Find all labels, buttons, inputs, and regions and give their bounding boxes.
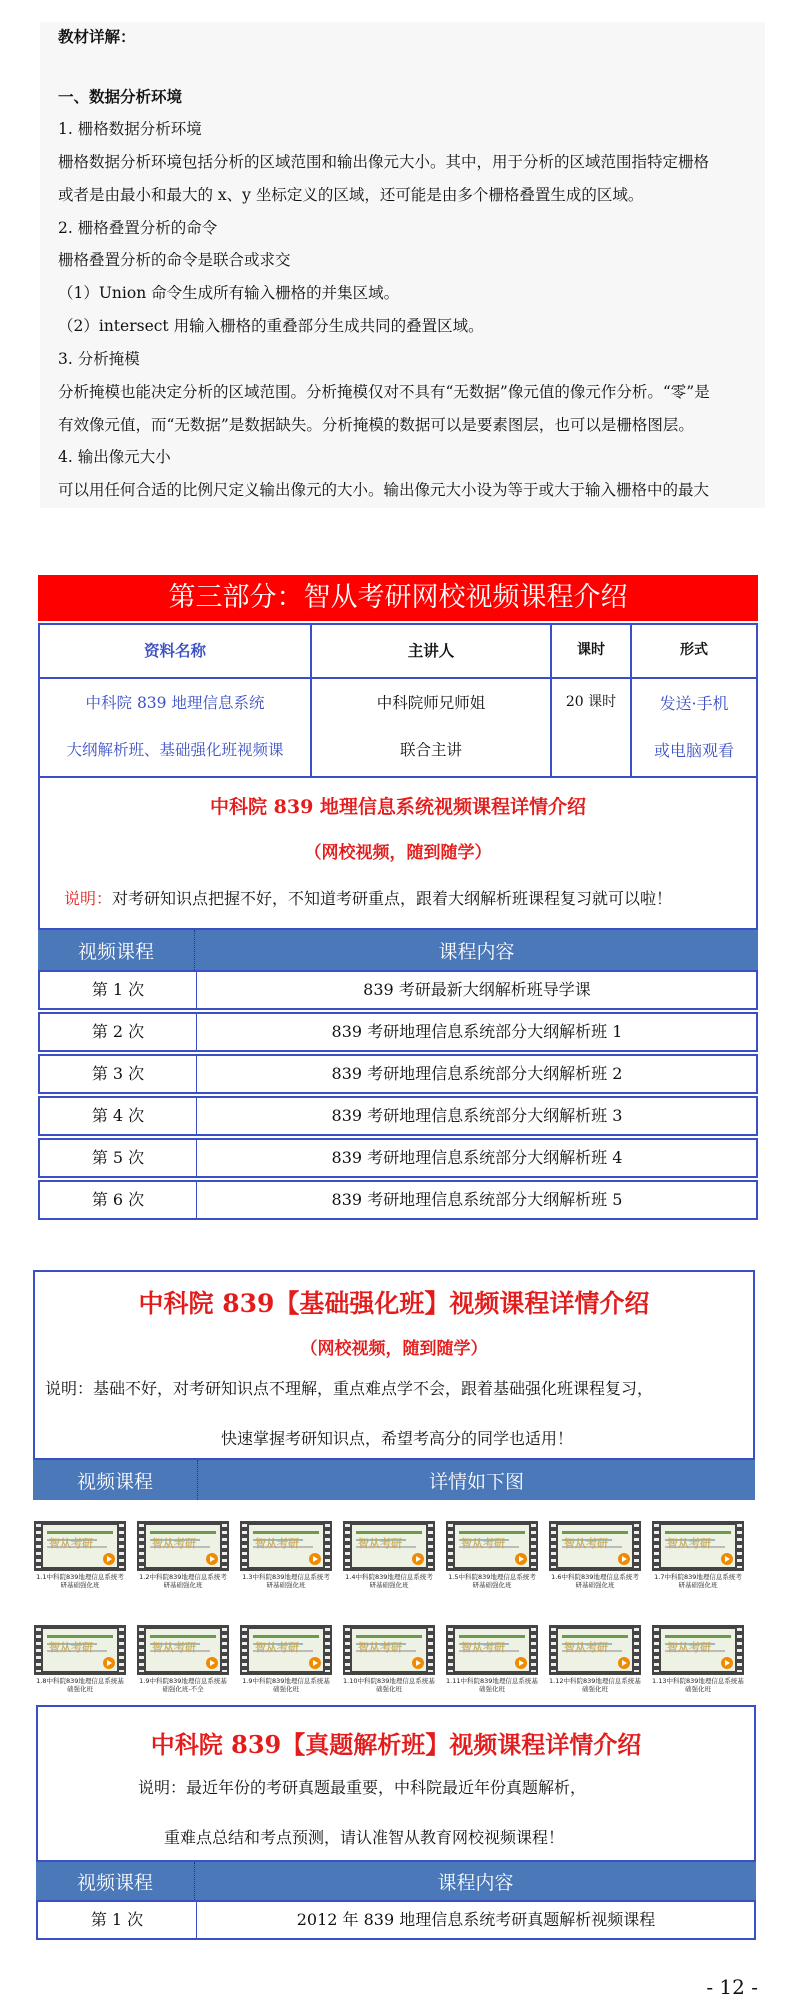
foundation-course-box <box>33 1270 755 1460</box>
watermark: 智从考研 <box>152 1537 196 1550</box>
exam-course-title: 中科院 839【真题解析班】视频课程详情介绍 <box>150 1730 642 1759</box>
text-line: （2）intersect 用输入栅格的重叠部分生成共同的叠置区域。 <box>58 317 484 335</box>
text-line: 栅格数据分析环境包括分析的区域范围和输出像元大小。其中，用于分析的区域范围指特定栅格 <box>58 153 710 171</box>
hours-value: 20 课时 <box>565 694 617 710</box>
row-number: 第 1 次 <box>40 972 197 1008</box>
text-line: 3. 分析掩模 <box>58 350 140 368</box>
lecturer-line1: 中科院师兄师姐 <box>376 694 486 712</box>
film-frame-icon <box>137 1625 229 1675</box>
thumbnail-caption: 1.13中科院839地理信息系统基础强化班 <box>652 1677 744 1693</box>
film-frame-icon <box>343 1521 435 1571</box>
video-thumbnail[interactable] <box>137 1625 229 1693</box>
note-text: 对考研知识点把握不好，不知道考研重点，跟着大纲解析班课程复习就可以啦！ <box>112 889 673 908</box>
play-icon[interactable] <box>721 1657 733 1669</box>
video-thumbnail[interactable] <box>137 1521 229 1589</box>
watermark: 智从考研 <box>564 1641 608 1654</box>
material-name-line1: 中科院 839 地理信息系统 <box>85 694 265 712</box>
watermark: 智从考研 <box>152 1641 196 1654</box>
col-course-content: 课程内容 <box>438 941 515 963</box>
row-number: 第 3 次 <box>40 1056 197 1092</box>
thumbnail-caption: 1.3中科院839地理信息系统考研基础强化班 <box>242 1573 330 1589</box>
textbook-section <box>40 22 765 508</box>
header-hours: 课时 <box>577 642 605 658</box>
video-thumbnail[interactable] <box>549 1625 641 1693</box>
watermark: 智从考研 <box>667 1641 711 1654</box>
play-icon[interactable] <box>412 1657 424 1669</box>
watermark: 智从考研 <box>49 1537 93 1550</box>
row-content: 839 考研地理信息系统部分大纲解析班 1 <box>331 1022 623 1041</box>
play-icon[interactable] <box>206 1553 218 1565</box>
video-thumbnails-row1 <box>34 1521 756 1601</box>
film-frame-icon <box>137 1521 229 1571</box>
material-name-line2: 大纲解析班、基础强化班视频课 <box>66 741 284 759</box>
thumbnail-caption: 1.4中科院839地理信息系统考研基础强化班 <box>345 1573 433 1589</box>
table-row <box>36 1900 756 1940</box>
thumbnail-caption: 1.2中科院839地理信息系统考研基础强化班 <box>139 1573 227 1589</box>
video-thumbnail[interactable] <box>343 1521 435 1589</box>
outline-table-header <box>38 930 758 970</box>
text-line: 或者是由最小和最大的 x、y 坐标定义的区域，还可能是由多个栅格叠置生成的区域。 <box>58 186 644 204</box>
row-content: 2012 年 839 地理信息系统考研真题解析视频课程 <box>296 1910 656 1929</box>
overview-table <box>38 623 758 778</box>
thumbnail-caption: 1.10中科院839地理信息系统基础强化班 <box>343 1677 435 1693</box>
exam-note-line2: 重难点总结和考点预测，请认准智从教育网校视频课程！ <box>164 1828 565 1847</box>
film-frame-icon <box>343 1625 435 1675</box>
video-thumbnail[interactable] <box>34 1625 126 1693</box>
play-icon[interactable] <box>309 1657 321 1669</box>
play-icon[interactable] <box>721 1553 733 1565</box>
row-content: 839 考研地理信息系统部分大纲解析班 3 <box>331 1106 623 1125</box>
table-row <box>38 1180 758 1220</box>
video-thumbnail[interactable] <box>240 1625 332 1693</box>
film-frame-icon <box>240 1521 332 1571</box>
video-thumbnail[interactable] <box>240 1521 332 1589</box>
text-line: 一、数据分析环境 <box>58 87 183 106</box>
foundation-course-subtitle: （网校视频，随到随学） <box>300 1339 488 1359</box>
row-number: 第 1 次 <box>38 1902 197 1938</box>
exam-table-header <box>36 1862 756 1900</box>
play-icon[interactable] <box>618 1553 630 1565</box>
film-frame-icon <box>549 1521 641 1571</box>
film-frame-icon <box>652 1521 744 1571</box>
header-lecturer: 主讲人 <box>407 641 455 660</box>
video-thumbnail[interactable] <box>34 1521 126 1589</box>
thumbnail-caption: 1.11中科院839地理信息系统基础强化班 <box>446 1677 538 1693</box>
film-frame-icon <box>549 1625 641 1675</box>
play-icon[interactable] <box>618 1657 630 1669</box>
video-thumbnail[interactable] <box>446 1625 538 1693</box>
header-material-name: 资料名称 <box>143 641 206 660</box>
table-row <box>38 1054 758 1094</box>
row-number: 第 6 次 <box>40 1182 197 1218</box>
video-thumbnails-row2 <box>34 1625 756 1705</box>
play-icon[interactable] <box>515 1657 527 1669</box>
table-row <box>38 1012 758 1052</box>
text-line: （1）Union 命令生成所有输入栅格的并集区域。 <box>58 284 400 302</box>
watermark: 智从考研 <box>564 1537 608 1550</box>
table-row <box>38 1138 758 1178</box>
film-frame-icon <box>34 1521 126 1571</box>
play-icon[interactable] <box>515 1553 527 1565</box>
outline-course-subtitle: （网校视频，随到随学） <box>304 843 492 863</box>
row-number: 第 2 次 <box>40 1014 197 1050</box>
foundation-course-title: 中科院 839【基础强化班】视频课程详情介绍 <box>138 1289 650 1318</box>
row-number: 第 4 次 <box>40 1098 197 1134</box>
text-line: 栅格叠置分析的命令是联合或求交 <box>58 251 291 269</box>
watermark: 智从考研 <box>255 1537 299 1550</box>
table-row <box>38 1096 758 1136</box>
thumbnail-caption: 1.9中科院839地理信息系统基础强化班-不全 <box>139 1677 227 1693</box>
video-thumbnail[interactable] <box>549 1521 641 1589</box>
play-icon[interactable] <box>206 1657 218 1669</box>
text-line: 4. 输出像元大小 <box>58 448 171 466</box>
exam-course-box <box>36 1705 756 1862</box>
outline-course-box <box>38 778 758 930</box>
col-video-course: 视频课程 <box>38 930 195 970</box>
thumbnail-caption: 1.1中科院839地理信息系统考研基础强化班 <box>36 1573 124 1589</box>
film-frame-icon <box>446 1521 538 1571</box>
row-content: 839 考研最新大纲解析班导学课 <box>363 980 591 999</box>
watermark: 智从考研 <box>255 1641 299 1654</box>
watermark: 智从考研 <box>461 1641 505 1654</box>
play-icon[interactable] <box>412 1553 424 1565</box>
thumbnail-caption: 1.6中科院839地理信息系统考研基础强化班 <box>551 1573 639 1589</box>
thumbnail-caption: 1.7中科院839地理信息系统考研基础强化班 <box>654 1573 742 1589</box>
film-frame-icon <box>240 1625 332 1675</box>
thumbnail-caption: 1.8中科院839地理信息系统基础强化班 <box>36 1677 124 1693</box>
col-details: 详情如下图 <box>428 1471 524 1493</box>
foundation-table-header <box>33 1460 755 1500</box>
text-line: 1. 栅格数据分析环境 <box>58 120 202 138</box>
page-number: - 12 - <box>706 1975 758 1999</box>
outline-course-title: 中科院 839 地理信息系统视频课程详情介绍 <box>210 796 586 818</box>
col-video-course: 视频课程 <box>33 1460 198 1500</box>
text-line: 有效像元值，而“无数据”是数据缺失。分析掩模的数据可以是要素图层，也可以是栅格图层。 <box>58 416 694 434</box>
watermark: 智从考研 <box>461 1537 505 1550</box>
textbook-heading: 教材详解： <box>58 27 136 46</box>
thumbnail-caption: 1.5中科院839地理信息系统考研基础强化班 <box>448 1573 536 1589</box>
play-icon[interactable] <box>309 1553 321 1565</box>
watermark: 智从考研 <box>667 1537 711 1550</box>
thumbnail-caption: 1.9中科院839地理信息系统基础强化班 <box>242 1677 330 1693</box>
text-line: 可以用任何合适的比例尺定义输出像元的大小。输出像元大小设为等于或大于输入栅格中的最大 <box>58 481 710 499</box>
col-video-course: 视频课程 <box>36 1862 195 1900</box>
play-icon[interactable] <box>103 1657 115 1669</box>
note-label: 说明： <box>64 889 113 908</box>
text-line: 分析掩模也能决定分析的区域范围。分析掩模仅对不具有“无数据”像元值的像元作分析。“零”是 <box>58 383 710 401</box>
video-thumbnail[interactable] <box>343 1625 435 1693</box>
header-form: 形式 <box>680 642 708 658</box>
film-frame-icon <box>652 1625 744 1675</box>
video-thumbnail[interactable] <box>652 1521 744 1589</box>
text-line: 2. 栅格叠置分析的命令 <box>58 219 218 237</box>
video-thumbnail[interactable] <box>652 1625 744 1693</box>
video-thumbnail[interactable] <box>446 1521 538 1589</box>
watermark: 智从考研 <box>49 1641 93 1654</box>
foundation-note-line2: 快速掌握考研知识点，希望考高分的同学也适用！ <box>221 1429 574 1448</box>
exam-note-line1: 说明：最近年份的考研真题最重要，中科院最近年份真题解析， <box>138 1778 587 1797</box>
outline-course-rows <box>38 970 758 1222</box>
watermark: 智从考研 <box>358 1641 402 1654</box>
row-content: 839 考研地理信息系统部分大纲解析班 4 <box>331 1148 623 1167</box>
row-content: 839 考研地理信息系统部分大纲解析班 5 <box>331 1190 623 1209</box>
film-frame-icon <box>446 1625 538 1675</box>
thumbnail-caption: 1.12中科院839地理信息系统基础强化班 <box>549 1677 641 1693</box>
table-row <box>38 970 758 1010</box>
exam-course-rows <box>36 1900 756 1940</box>
lecturer-line2: 联合主讲 <box>399 741 462 759</box>
foundation-note-line1: 说明：基础不好，对考研知识点不理解，重点难点学不会，跟着基础强化班课程复习， <box>45 1379 654 1398</box>
film-frame-icon <box>34 1625 126 1675</box>
row-content: 839 考研地理信息系统部分大纲解析班 2 <box>331 1064 623 1083</box>
outline-course-note <box>64 886 672 909</box>
col-course-content: 课程内容 <box>437 1872 514 1894</box>
row-number: 第 5 次 <box>40 1140 197 1176</box>
form-line2: 或电脑观看 <box>653 741 734 760</box>
watermark: 智从考研 <box>358 1537 402 1550</box>
form-line1: 发送·手机 <box>659 694 729 713</box>
play-icon[interactable] <box>103 1553 115 1565</box>
section-banner: 第三部分：智从考研网校视频课程介绍 <box>38 575 758 621</box>
